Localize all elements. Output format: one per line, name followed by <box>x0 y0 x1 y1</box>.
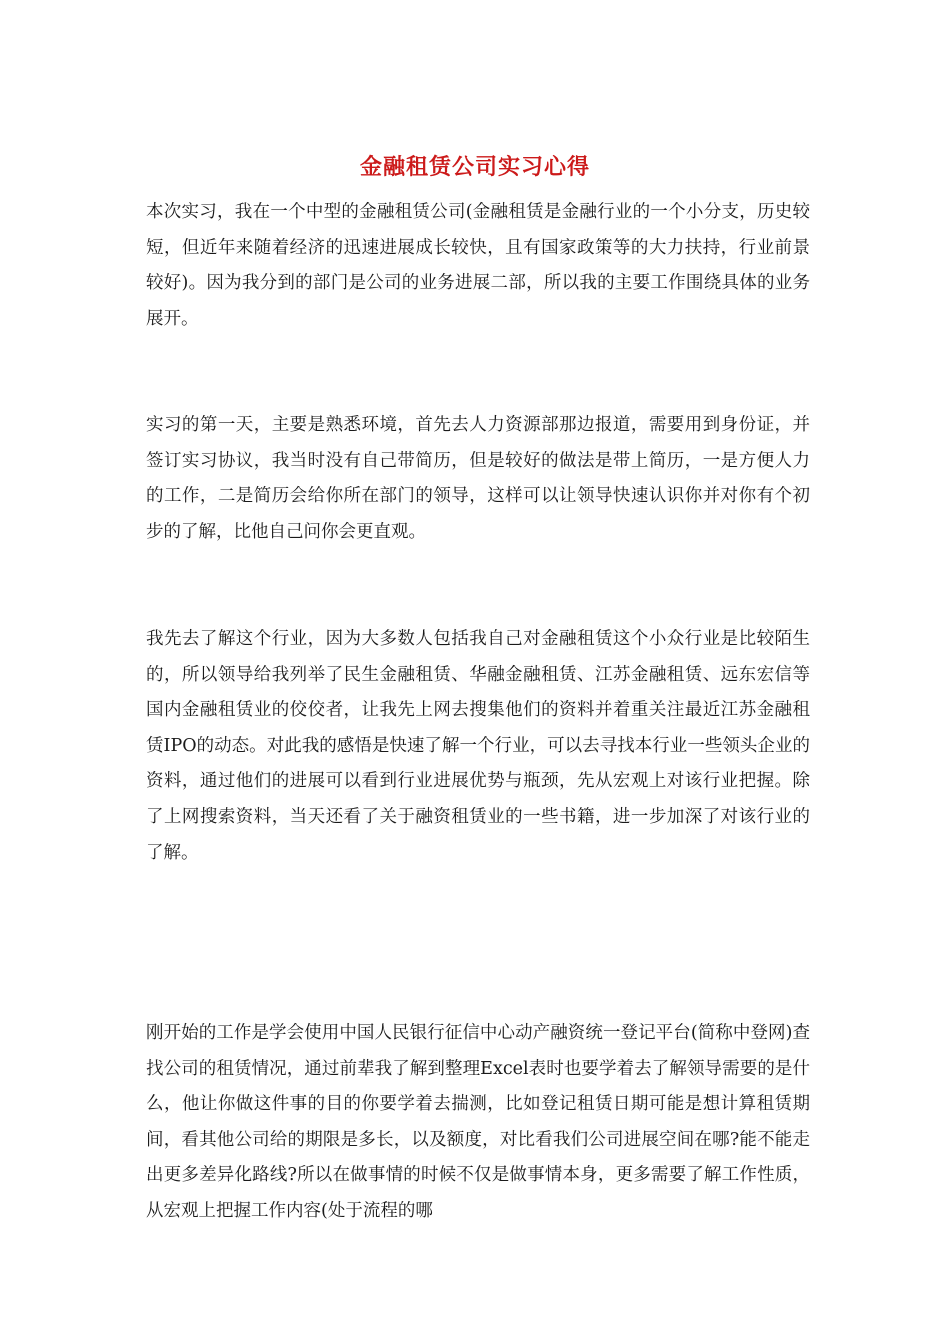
document-title: 金融租赁公司实习心得 <box>359 154 590 180</box>
paragraph-3: 我先去了解这个行业，因为大多数人包括我自己对金融租赁这个小众行业是比较陌生的，所以领导给我列举了民生金融租赁、华融金融租赁、江苏金融租赁、远东宏信等国内金融租赁业的佼佼者，让我先上网去搜集他们的资料并着重关注最近江苏金融租赁IPO的动态。对此我的感悟是快速了解一个行业，可以去寻找本行业一些领头企业的资料，通过他们的进展可以看到行业进展优势与瓶颈，先从宏观上对该行业把握。除了上网搜索资料，当天还看了关于融资租赁业的一些书籍，进一步加深了对该行业的了解。 <box>146 629 810 863</box>
paragraph-1: 本次实习，我在一个中型的金融租赁公司(金融租赁是金融行业的一个小分支，历史较短，但近年来随着经济的迅速进展成长较快，且有国家政策等的大力扶持，行业前景较好)。因为我分到的部门是公司的业务进展二部，所以我的主要工作围绕具体的业务展开。 <box>146 202 810 329</box>
paragraph-2: 实习的第一天，主要是熟悉环境，首先去人力资源部那边报道，需要用到身份证，并签订实习协议，我当时没有自己带简历，但是较好的做法是带上简历，一是方便人力的工作，二是简历会给你所在部门的领导，这样可以让领导快速认识你并对你有个初步的了解，比他自己问你会更直观。 <box>146 415 810 542</box>
paragraph-4: 刚开始的工作是学会使用中国人民银行征信中心动产融资统一登记平台(简称中登网)查找公司的租赁情况，通过前辈我了解到整理Excel表时也要学着去了解领导需要的是什么，他让你做这件事的目的你要学着去揣测，比如登记租赁日期可能是想计算租赁期间，看其他公司给的期限是多长，以及额度，对比看我们公司进展空间在哪?能不能走出更多差异化路线?所以在做事情的时候不仅是做事情本身，更多需要了解工作性质，从宏观上把握工作内容(处于流程的哪 <box>146 1023 810 1221</box>
